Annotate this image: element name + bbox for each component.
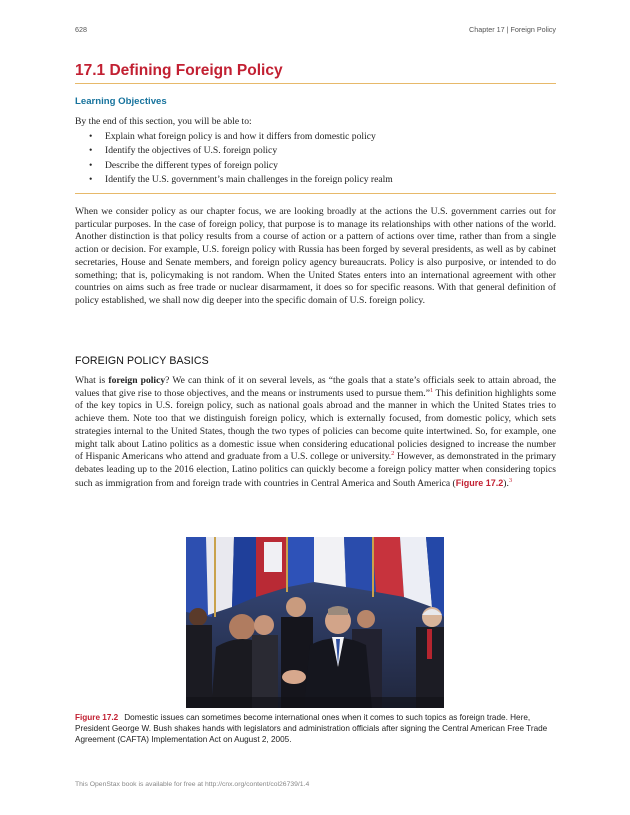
objective-text: Describe the different types of foreign policy	[105, 159, 278, 171]
footnote-link-2[interactable]: 2	[391, 450, 395, 458]
photo-illustration	[186, 537, 444, 708]
bullet-icon: •	[89, 159, 93, 171]
text-run: What is	[75, 375, 109, 386]
figure-caption	[75, 712, 556, 746]
figure-photo	[186, 537, 444, 708]
figure-label: Figure 17.2	[75, 713, 119, 722]
text-run: ? We can think of it on several levels, as “the goals that a state’s officials seek to attain abroad, the values that give rise to those objectives, and the means or instruments used to pursue them.”	[75, 375, 556, 399]
learning-objectives-list	[89, 130, 393, 188]
list-item	[89, 130, 393, 144]
text-run: This definition highlights some of the key topics in U.S. foreign policy, such as national goals abroad and the manner in which the United States tries to achieve them. Note too that we distinguish foreign policy, which is externally focused, from domestic policy, which sets strategies internal to the United States, though the two types of policies can become quite intertwined. So, for example, one might talk about Latino politics as a domestic issue when considering educational policies designed to increase the number of Hispanic Americans who attend and graduate from a U.S. college or university.	[75, 387, 556, 463]
page-number: 628	[75, 25, 87, 34]
chapter-header: Chapter 17 | Foreign Policy	[469, 25, 556, 34]
objectives-divider	[75, 193, 556, 194]
footnote-link-1[interactable]: 1	[429, 386, 434, 394]
body-paragraph	[75, 375, 556, 490]
intro-paragraph: When we consider policy as our chapter focus, we are looking broadly at the actions the U.S. government carries out for particular purposes. In the case of foreign policy, that purpose is to manage its relationships with other nations of the world. Another distinction is that policy results from a course of action or a pattern of actions over time, rather than from a single action or decision. For example, U.S. foreign policy with Russia has been forged by several presidents, as well as by cabinet secretaries, House and Senate members, and foreign policy agency bureaucrats. Policy is also purposive, or intended to do something; that is, policymaking is not random. When the United States enters into an international agreement with other countries on aims such as free trade or nuclear disarmament, it does so for specific reasons. With that general definition of policy established, we shall now dig deeper into the specific domain of U.S. foreign policy.	[75, 206, 556, 306]
title-divider	[75, 83, 556, 84]
section-title: 17.1 Defining Foreign Policy	[75, 62, 283, 79]
bullet-icon: •	[89, 174, 93, 186]
learning-objectives-title: Learning Objectives	[75, 96, 167, 107]
running-header	[75, 25, 556, 37]
key-term: foreign policy	[108, 375, 166, 386]
page-footer: This OpenStax book is available for free at http://cnx.org/content/col26739/1.4	[75, 781, 310, 788]
figure-reference-link[interactable]: Figure 17.2	[455, 477, 504, 488]
subheading: FOREIGN POLICY BASICS	[75, 355, 209, 367]
footnote-link-3[interactable]: 3	[508, 476, 513, 484]
objective-text: Explain what foreign policy is and how it differs from domestic policy	[105, 131, 376, 142]
text-run: However, as demonstrated in the primary debates leading up to the 2016 election, Latino politics can quickly become a foreign policy matter when considering topics such as immigration from and foreign trade with countries in Central America and South America (	[75, 451, 557, 489]
bullet-icon: •	[89, 131, 93, 142]
list-item	[89, 173, 393, 187]
list-item	[89, 159, 393, 173]
caption-text: Domestic issues can sometimes become international ones when it comes to such topics as foreign trade. Here, President George W. Bush shakes hands with legislators and administration officials after signing the Central American Free Trade Agreement (CAFTA) Implementation Act on August 2, 2005.	[75, 713, 548, 745]
learning-objectives-intro: By the end of this section, you will be able to:	[75, 116, 252, 127]
list-item	[89, 144, 393, 158]
objective-text: Identify the objectives of U.S. foreign policy	[105, 145, 278, 157]
objective-text: Identify the U.S. government’s main challenges in the foreign policy realm	[105, 174, 393, 186]
bullet-icon: •	[89, 145, 93, 157]
text-run: ).	[503, 477, 509, 489]
